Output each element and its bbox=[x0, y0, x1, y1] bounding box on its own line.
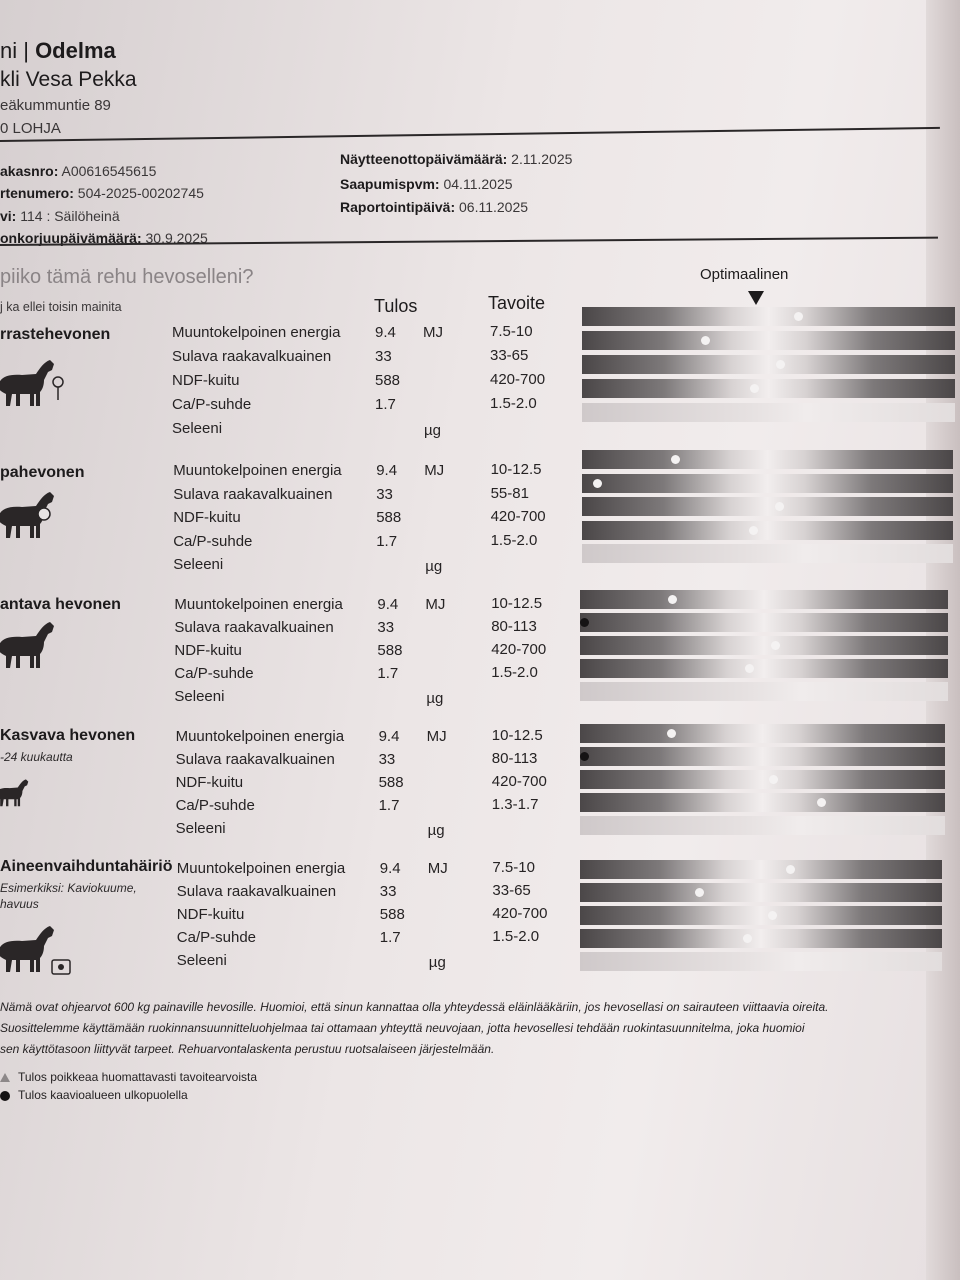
result-value: 9.4 bbox=[378, 728, 400, 745]
address-line1: eäkummuntie 89 bbox=[0, 97, 111, 114]
meta-left-row bbox=[0, 185, 204, 201]
range-bar bbox=[580, 883, 942, 902]
report-title bbox=[0, 38, 116, 64]
parameter-label: NDF-kuitu bbox=[173, 509, 241, 526]
result-marker bbox=[750, 384, 759, 393]
result-marker bbox=[817, 798, 826, 807]
black-dot-icon bbox=[0, 1091, 10, 1101]
target-range: 80-113 bbox=[491, 750, 538, 767]
range-bar bbox=[582, 403, 955, 422]
meta-value: 114 : Säilöheinä bbox=[16, 208, 120, 224]
meta-value: 06.11.2025 bbox=[455, 199, 529, 215]
target-range: 1.5-2.0 bbox=[492, 928, 540, 945]
result-value: 33 bbox=[377, 619, 395, 636]
target-range: 420-700 bbox=[492, 905, 548, 922]
footer-note-line: Nämä ovat ohjearvot 600 kg painaville hevosille. Huomioi, että sinun kannattaa olla yhteydessä eläinlääkäriin, jos hevosellasi on sairauteen viittaavia oireita. bbox=[0, 1000, 829, 1014]
parameter-label: Seleeni bbox=[172, 420, 223, 437]
result-value: 33 bbox=[375, 348, 392, 365]
unit-label: MJ bbox=[425, 596, 446, 613]
result-value: 33 bbox=[379, 883, 397, 900]
meta-label: akasnro: bbox=[0, 163, 59, 179]
result-marker bbox=[743, 934, 752, 943]
optimal-label: Optimaalinen bbox=[700, 266, 789, 283]
range-bar bbox=[580, 613, 948, 632]
parameter-label: Muuntokelpoinen energia bbox=[175, 728, 345, 745]
range-bar bbox=[580, 816, 945, 835]
result-marker bbox=[671, 455, 680, 464]
parameter-label: Sulava raakavalkuainen bbox=[174, 619, 334, 636]
range-bar bbox=[582, 474, 953, 493]
result-value: 588 bbox=[375, 372, 401, 389]
unit-note: j ka ellei toisin mainita bbox=[0, 300, 122, 314]
footer-note-line: sen käyttötasoon liittyvät tarpeet. Rehuarvontalaskenta perustuu ruotsalaiseen järjestelmään. bbox=[0, 1042, 495, 1056]
target-range: 33-65 bbox=[490, 347, 529, 364]
parameter-label: Muuntokelpoinen energia bbox=[174, 596, 343, 613]
unit-label: MJ bbox=[423, 324, 443, 341]
range-bar bbox=[580, 590, 948, 609]
result-marker bbox=[668, 595, 677, 604]
legend-text: Tulos kaavioalueen ulkopuolella bbox=[18, 1088, 188, 1102]
meta-left-row bbox=[0, 163, 156, 179]
target-range: 10-12.5 bbox=[490, 461, 542, 478]
target-range: 1.5-2.0 bbox=[490, 531, 538, 549]
legend-text: Tulos poikkeaa huomattavasti tavoitearvoista bbox=[18, 1070, 258, 1084]
meta-value: 30.9.2025 bbox=[141, 230, 208, 246]
range-bar bbox=[582, 355, 955, 374]
range-bar bbox=[582, 521, 953, 540]
address-line2: 0 LOHJA bbox=[0, 120, 61, 137]
unit-label: µg bbox=[424, 422, 441, 439]
optimal-arrow-icon bbox=[748, 291, 764, 305]
range-bar bbox=[580, 659, 948, 678]
title-prefix: ni | bbox=[0, 38, 36, 63]
range-bar bbox=[580, 906, 942, 925]
meta-right-row bbox=[340, 176, 513, 192]
result-value: 9.4 bbox=[376, 462, 398, 479]
target-range: 1.5-2.0 bbox=[491, 664, 538, 681]
range-bar bbox=[582, 544, 953, 563]
meta-right-row bbox=[340, 199, 528, 215]
section-question: piiko tämä rehu hevoselleni? bbox=[0, 266, 254, 288]
range-bar bbox=[582, 307, 955, 326]
horse-medical-icon bbox=[0, 922, 72, 983]
result-value: 1.7 bbox=[379, 929, 401, 946]
meta-value: 504-2025-00202745 bbox=[73, 185, 204, 201]
result-value: 1.7 bbox=[378, 797, 400, 814]
meta-label: rtenumero: bbox=[0, 185, 74, 201]
result-value: 33 bbox=[378, 751, 396, 768]
parameter-label: Seleeni bbox=[173, 556, 224, 573]
horse-title: antava hevonen bbox=[0, 596, 121, 613]
horse-leisure-icon bbox=[0, 356, 72, 417]
horse-subtitle: -24 kuukautta bbox=[0, 750, 73, 764]
result-marker bbox=[768, 911, 777, 920]
target-range: 1.5-2.0 bbox=[490, 395, 537, 412]
horse-title: Kasvava hevonen bbox=[0, 727, 136, 744]
footer-note-line: Suosittelemme käyttämään ruokinnansuunnitteluohjelmaa tai ottamaan yhteyttä neuvojaan, jotta hevosellesi tehdään ruokintasuunnitelma, joka huomioi bbox=[0, 1021, 805, 1035]
target-range: 55-81 bbox=[490, 484, 529, 502]
parameter-label: Sulava raakavalkuainen bbox=[172, 348, 332, 365]
parameter-label: Muuntokelpoinen energia bbox=[173, 462, 342, 479]
header-divider bbox=[0, 127, 940, 142]
parameter-label: Ca/P-suhde bbox=[174, 665, 254, 682]
horse-competition-icon bbox=[0, 488, 72, 549]
parameter-label: NDF-kuitu bbox=[172, 372, 240, 389]
meta-value: 2.11.2025 bbox=[507, 151, 573, 167]
parameter-label: Ca/P-suhde bbox=[176, 929, 257, 946]
outside-marker-icon bbox=[580, 752, 589, 761]
parameter-label: Ca/P-suhde bbox=[175, 797, 255, 814]
parameter-label: Seleeni bbox=[176, 952, 227, 969]
horse-subtitle-2: havuus bbox=[0, 897, 39, 911]
meta-label: Raportointipäivä: bbox=[340, 199, 456, 215]
column-result: Tulos bbox=[374, 296, 418, 316]
meta-value: A00616545615 bbox=[58, 163, 157, 179]
unit-label: µg bbox=[428, 954, 446, 971]
meta-value: 04.11.2025 bbox=[439, 176, 513, 192]
target-range: 420-700 bbox=[491, 773, 547, 790]
unit-label: µg bbox=[427, 822, 445, 839]
parameter-label: Ca/P-suhde bbox=[173, 532, 253, 550]
result-marker bbox=[775, 502, 784, 511]
parameter-label: Sulava raakavalkuainen bbox=[175, 751, 335, 768]
result-marker bbox=[749, 526, 758, 535]
range-bar bbox=[582, 379, 955, 398]
meta-label: vi: bbox=[0, 208, 17, 224]
unit-label: µg bbox=[426, 690, 444, 707]
parameter-label: Ca/P-suhde bbox=[172, 396, 252, 413]
target-range: 7.5-10 bbox=[490, 323, 533, 340]
parameter-label: Seleeni bbox=[174, 688, 225, 705]
unit-label: MJ bbox=[427, 860, 448, 877]
legend-row bbox=[0, 1088, 188, 1102]
parameter-label: Seleeni bbox=[175, 820, 226, 837]
meta-label: Näytteenottopäivämäärä: bbox=[340, 151, 508, 167]
horse-title: pahevonen bbox=[0, 464, 85, 481]
result-marker bbox=[776, 360, 785, 369]
range-bar bbox=[582, 450, 953, 469]
range-bar bbox=[580, 770, 945, 789]
range-bar bbox=[582, 331, 955, 350]
parameter-label: Sulava raakavalkuainen bbox=[173, 485, 333, 503]
target-range: 420-700 bbox=[490, 508, 546, 525]
unit-label: MJ bbox=[426, 728, 447, 745]
owner-name: kli Vesa Pekka bbox=[0, 68, 137, 91]
target-range: 10-12.5 bbox=[491, 595, 543, 612]
range-bar bbox=[582, 497, 953, 516]
warning-triangle-icon bbox=[0, 1073, 10, 1082]
result-value: 33 bbox=[376, 485, 393, 503]
horse-subtitle: Esimerkiksi: Kaviokuume, bbox=[0, 881, 137, 895]
target-range: 10-12.5 bbox=[491, 727, 543, 744]
unit-label: µg bbox=[425, 558, 443, 575]
meta-label: onkorjuupäivämäärä: bbox=[0, 230, 142, 246]
title-main: Odelma bbox=[35, 38, 116, 63]
range-bar bbox=[580, 636, 948, 655]
parameter-label: Muuntokelpoinen energia bbox=[172, 324, 341, 341]
result-marker bbox=[701, 336, 710, 345]
parameter-label: NDF-kuitu bbox=[176, 906, 245, 923]
range-bar bbox=[580, 793, 945, 812]
horse-title: rrastehevonen bbox=[0, 326, 111, 343]
parameter-label: NDF-kuitu bbox=[175, 774, 244, 791]
parameter-label: Sulava raakavalkuainen bbox=[176, 883, 337, 900]
target-range: 420-700 bbox=[491, 641, 547, 658]
range-bar bbox=[580, 682, 948, 701]
result-value: 1.7 bbox=[376, 532, 398, 550]
meta-label: Saapumispvm: bbox=[340, 176, 440, 192]
horse-title: Aineenvaihduntahäiriö bbox=[0, 858, 173, 875]
parameter-label: Muuntokelpoinen energia bbox=[176, 860, 346, 877]
outside-marker-icon bbox=[580, 618, 589, 627]
range-bar bbox=[580, 952, 942, 971]
result-marker bbox=[786, 865, 795, 874]
target-range: 1.3-1.7 bbox=[491, 796, 539, 813]
result-value: 9.4 bbox=[375, 324, 396, 341]
meta-right-row bbox=[340, 151, 572, 167]
result-value: 1.7 bbox=[377, 665, 399, 682]
horse-foal-icon bbox=[0, 770, 52, 831]
target-range: 33-65 bbox=[492, 882, 531, 899]
result-marker bbox=[771, 641, 780, 650]
legend-row bbox=[0, 1070, 257, 1084]
result-value: 588 bbox=[377, 642, 403, 659]
range-bar bbox=[580, 929, 942, 948]
result-value: 588 bbox=[376, 509, 402, 526]
column-target: Tavoite bbox=[488, 293, 546, 313]
range-bar bbox=[580, 860, 942, 879]
result-value: 588 bbox=[378, 774, 404, 791]
horse-mare-icon bbox=[0, 618, 72, 679]
unit-label: MJ bbox=[424, 462, 445, 479]
range-bar bbox=[580, 724, 945, 743]
result-value: 9.4 bbox=[377, 596, 399, 613]
parameter-label: NDF-kuitu bbox=[174, 642, 242, 659]
target-range: 7.5-10 bbox=[492, 859, 535, 876]
result-value: 588 bbox=[379, 906, 405, 923]
target-range: 80-113 bbox=[491, 618, 537, 635]
target-range: 420-700 bbox=[490, 371, 546, 388]
result-value: 1.7 bbox=[375, 396, 396, 413]
meta-left-row bbox=[0, 208, 120, 224]
range-bar bbox=[580, 747, 945, 766]
result-value: 9.4 bbox=[379, 860, 401, 877]
result-marker bbox=[593, 479, 602, 488]
